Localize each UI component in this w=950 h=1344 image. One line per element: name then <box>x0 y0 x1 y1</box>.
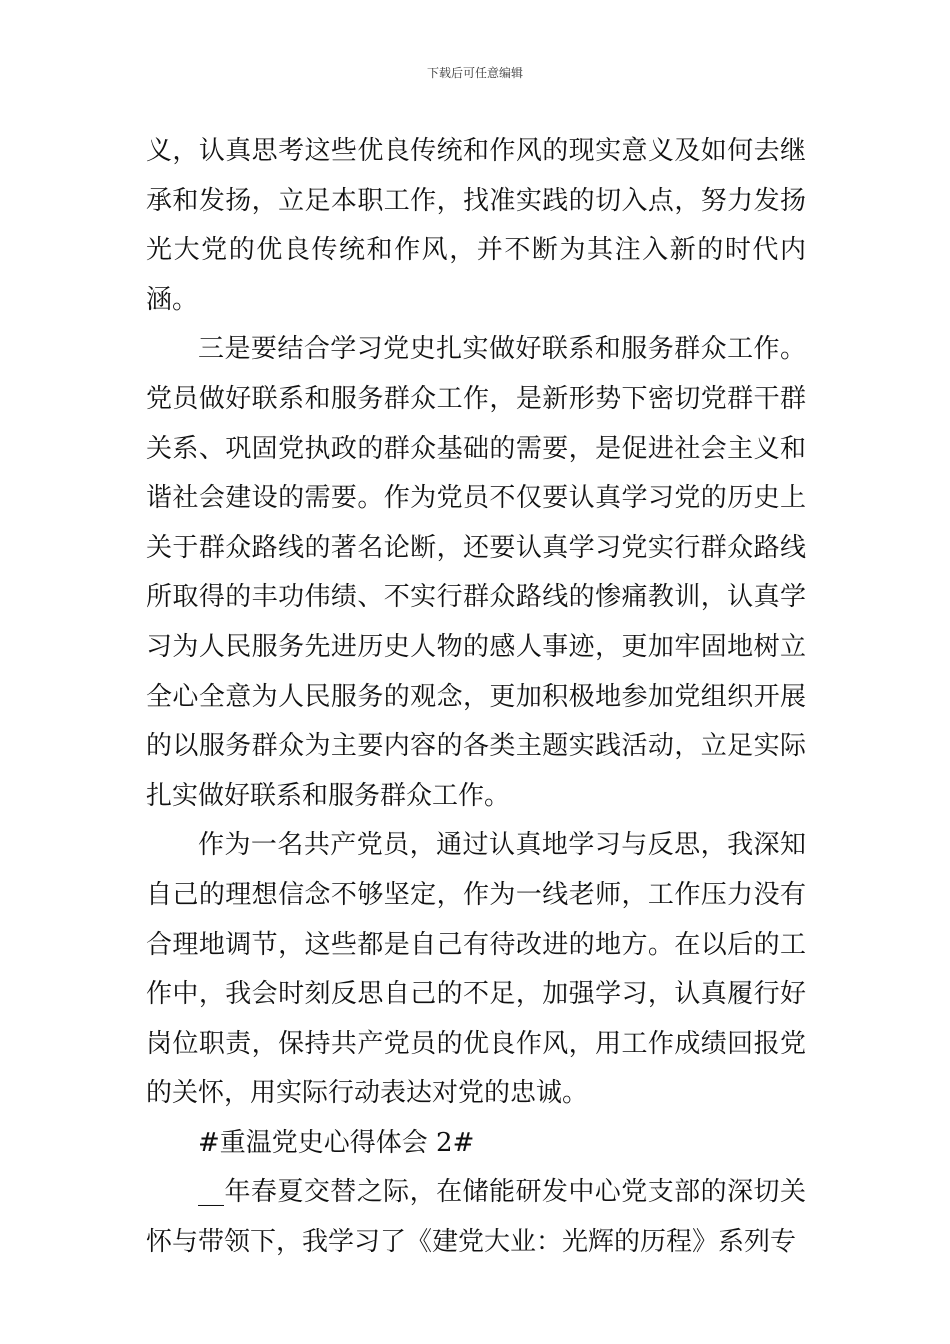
paragraph-reflection: 作为一名共产党员，通过认真地学习与反思，我深知自己的理想信念不够坚定，作为一线老师，工作压力没有合理地调节，这些都是自己有待改进的地方。在以后的工作中，我会时刻反思自己的不足，加强学习，认真履行好岗位职责，保持共产党员的优良作风，用工作成绩回报党的关怀，用实际行动表达对党的忠诚。 <box>146 830 806 1109</box>
section-heading: #重温党史心得体会 2# <box>198 1127 475 1158</box>
paragraph-mass-work: 三是要结合学习党史扎实做好联系和服务群众工作。党员做好联系和服务群众工作，是新形势下密切党群干群关系、巩固党执政的群众基础的需要，是促进社会主义和谐社会建设的需要。作为党员不仅要认真学习党的历史上关于群众路线的著名论断，还要认真学习党实行群众路线所取得的丰功伟绩、不实行群众路线的惨痛教训，认真学习为人民服务先进历史人物的感人事迹，更加牢固地树立全心全意为人民服务的观念，更加积极地参加党组织开展的以服务群众为主要内容的各类主题实践活动，立足实际扎实做好联系和服务群众工作。 <box>146 334 806 811</box>
document-body <box>146 127 806 1268</box>
header-note: 下载后可任意编辑 <box>426 66 523 80</box>
paragraph-continued: 义，认真思考这些优良传统和作风的现实意义及如何去继承和发扬，立足本职工作，找准实践的切入点，努力发扬光大党的优良传统和作风，并不断为其注入新的时代内涵。 <box>146 136 806 315</box>
paragraph-intro: __年春夏交替之际，在储能研发中心党支部的深切关怀与带领下，我学习了《建党大业：光辉的历程》系列专 <box>146 1177 806 1258</box>
